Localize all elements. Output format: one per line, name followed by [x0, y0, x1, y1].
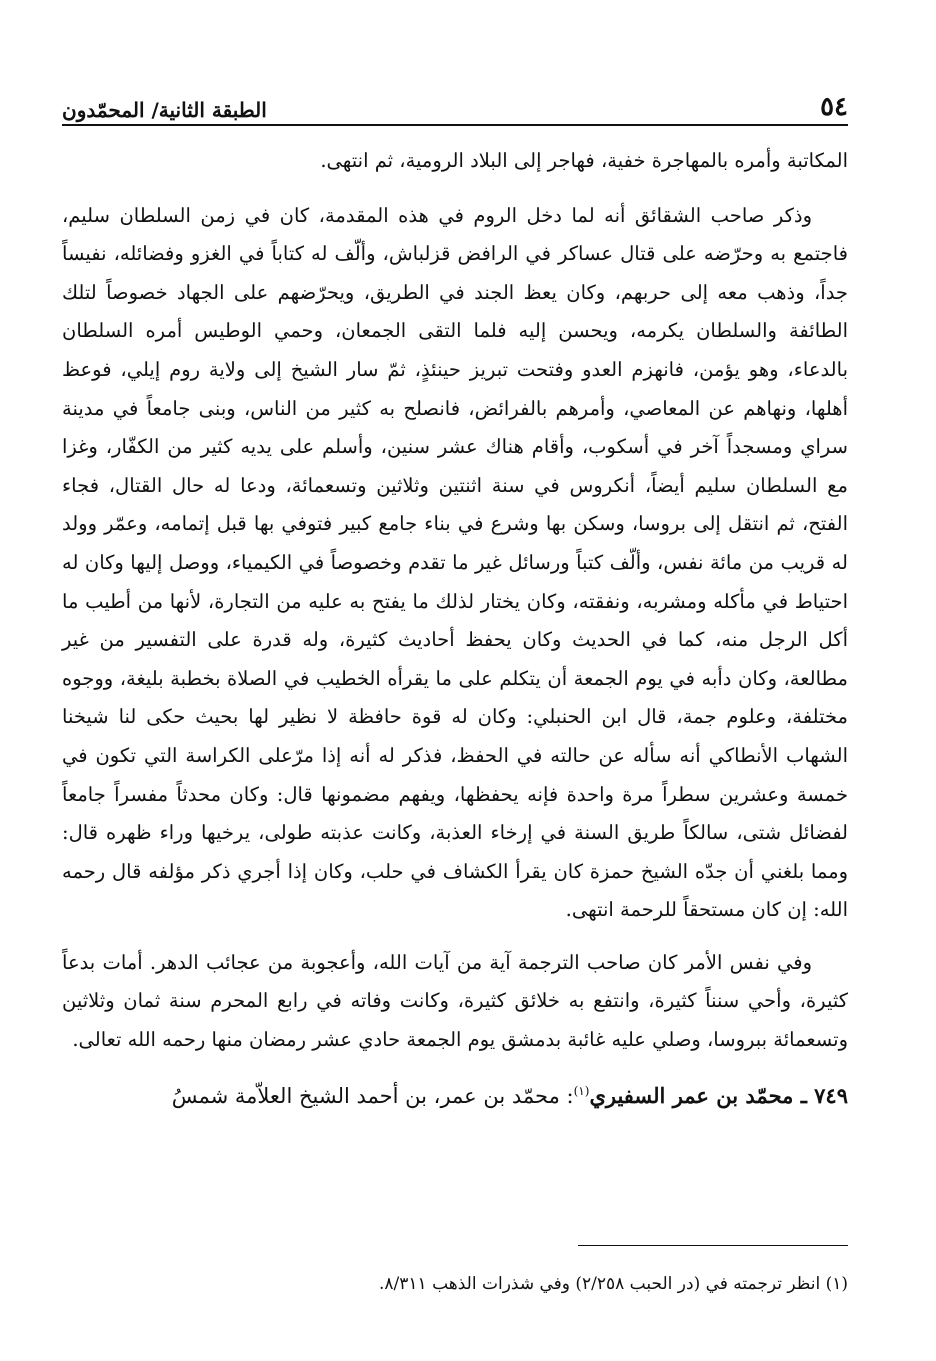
paragraph-continuation: المكاتبة وأمره بالمهاجرة خفية، فهاجر إلى البلاد الرومية، ثم انتهى.: [320, 149, 848, 172]
page-number: ٥٤: [820, 92, 848, 122]
running-head: الطبقة الثانية/ المحمّدون: [62, 98, 267, 122]
paragraph-biography: وذكر صاحب الشقائق أنه لما دخل الروم في هذه المقدمة، كان في زمن السلطان سليم، فاجتمع به وحرّضه على قتال عساكر في الرافض قزلباش، وألّف له كتاباً في الغزو وفضائله، نفيساً جداً، وذهب معه إلى حربهم، وكان يعظ الجند في الطريق، ويحرّضهم على الجهاد خصوصاً لتلك الطائفة والسلطان يكرمه، ويحسن إليه فلما التقى الجمعان، وحمي الوطيس أمره السلطان بالدعاء، وهو يؤمن، فانهزم العدو وفتحت تبريز حينئذٍ، ثمّ سار الشيخ إلى ولاية روم إيلي، فوعظ أهلها، ونهاهم عن المعاصي، وأمرهم بالفرائض، فانصلح به كثير من الناس، وبنى جامعاً في مدينة سراي ومسجداً آخر في أسكوب، وأقام هناك عشر سنين، وأسلم على يديه كثير من الكفّار، وغزا مع السلطان سليم أيضاً، أنكروس في سنة اثنتين وثلاثين وتسعمائة، ودعا له حال القتال، فجاء الفتح، ثم انتقل إلى بروسا، وسكن بها وشرع في بناء جامع كبير فتوفي بها قبل إتمامه، وعمّر وولد له قريب من مائة نفس، وألّف كتباً ورسائل غير ما تقدم وخصوصاً في الكيمياء، ووصل إليها وكان له احتياط في مأكله ومشربه، ونفقته، وكان يختار لذلك ما يفتح به عليه من التجارة، لأنها من أطيب ما أكل الرجل منه، كما في الحديث وكان يحفظ أحاديث كثيرة، وله قدرة على التفسير من غير مطالعة، وكان دأبه في يوم الجمعة أن يتكلم على ما يقرأه الخطيب في الصلاة بخطبة بليغة، ووجوه مختلفة، وعلوم جمة، قال ابن الحنبلي: وكان له قوة حافظة لا نظير لها بحيث حكى لنا شيخنا الشهاب الأنطاكي أنه سأله عن حالته في الحفظ، فذكر له أنه إذا مرّعلى الكراسة التي تكون في خمسة وعشرين سطراً مرة واحدة فإنه يحفظها، ويفهم مضمونها قال: وكان محدثاً مفسراً جامعاً لفضائل شتى، سالكاً طريق السنة في إرخاء العذبة، وكانت عذبته طولى، يرخيها وراء ظهره قال: ومما بلغني أن جدّه الشيخ حمزة كان يقرأ الكشاف في حلب، وكان إذا أجري ذكر مؤلفه قال رحمه الله: إن كان مستحقاً للرحمة انتهى.: [62, 203, 848, 922]
header-rule: [62, 124, 848, 126]
entry-text: : محمّد بن عمر، بن أحمد الشيخ العلاّمة شمسُ: [171, 1083, 574, 1108]
paragraph-conclusion: وفي نفس الأمر كان صاحب الترجمة آية من آيات الله، وأعجوبة من عجائب الدهر. أمات بدعاً كثيرة، وأحي سنناً كثيرة، وانتفع به خلائق كثيرة، وكانت وفاته في رابع المحرم سنة ثمان وثلاثين وتسعمائة ببروسا، وصلي عليه غائبة بدمشق يوم الجمعة حادي عشر رمضان منها رحمه الله تعالى.: [62, 950, 848, 1052]
footnote: (١) انظر ترجمته في (در الحبب ٢/٢٥٨) وفي شذرات الذهب ٨/٣١١.: [379, 1274, 848, 1294]
main-text: [62, 142, 848, 1115]
entry-749: [62, 1072, 848, 1116]
footnote-marker: (١): [573, 1083, 590, 1098]
entry-heading: ٧٤٩ ـ محمّد بن عمر السفيري: [589, 1082, 848, 1108]
footnote-rule: [578, 1245, 848, 1246]
page-header: [62, 86, 848, 122]
